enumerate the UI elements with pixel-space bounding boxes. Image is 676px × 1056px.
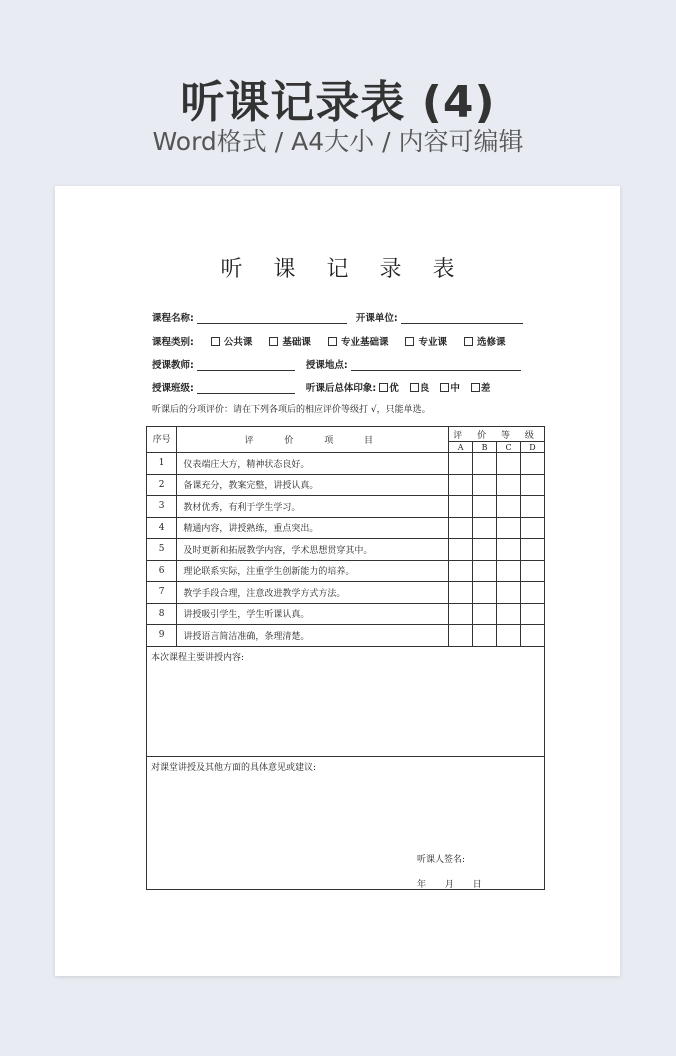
grade-cell[interactable]: [449, 582, 473, 604]
table-row: [147, 560, 545, 582]
grade-cell[interactable]: [449, 625, 473, 647]
row-no: 2: [147, 474, 177, 496]
suggestions-label: 对课堂讲授及其他方面的具体意见或建议:: [151, 762, 317, 773]
row-item: 讲授语言简洁准确，条理清楚。: [177, 625, 449, 647]
option-basic[interactable]: [269, 334, 311, 348]
row-no: 1: [147, 453, 177, 475]
checkbox[interactable]: [269, 337, 278, 346]
checkbox[interactable]: [379, 383, 388, 392]
row-item: 备课充分，教案完整，讲授认真。: [177, 474, 449, 496]
option-prof-basic[interactable]: [328, 334, 389, 348]
option-label: 中: [450, 383, 460, 394]
option-label: 选修课: [477, 337, 506, 348]
page-title: 听课记录表 (4): [180, 77, 496, 128]
grade-cell[interactable]: [473, 582, 497, 604]
checkbox[interactable]: [211, 337, 220, 346]
grade-cell[interactable]: [473, 560, 497, 582]
suggestions-cell[interactable]: [147, 756, 545, 889]
header-grade: 评 价 等 级: [449, 427, 545, 442]
unit-field[interactable]: [401, 313, 523, 324]
row-item: 教学手段合理，注意改进教学方式方法。: [177, 582, 449, 604]
row-teacher: [152, 357, 521, 371]
class-label: 授课班级:: [152, 383, 194, 394]
table-row: [147, 603, 545, 625]
location-label: 授课地点:: [305, 360, 348, 371]
grade-b: B: [473, 442, 497, 453]
grade-cell[interactable]: [449, 453, 473, 475]
table-row: [147, 582, 545, 604]
grade-cell[interactable]: [473, 453, 497, 475]
option-label: 良: [419, 383, 430, 394]
grade-cell[interactable]: [473, 474, 497, 496]
grade-cell[interactable]: [520, 603, 544, 625]
header-item: 评 价 项 目: [177, 427, 449, 453]
table-row: [147, 539, 545, 561]
table-row: [147, 625, 545, 647]
row-item: 仪表端庄大方，精神状态良好。: [177, 453, 449, 475]
row-item: 理论联系实际，注重学生创新能力的培养。: [177, 560, 449, 582]
row-course: [152, 310, 523, 324]
grade-a: A: [449, 442, 473, 453]
option-label: 基础课: [282, 337, 311, 348]
table-header: [147, 427, 545, 442]
grade-cell[interactable]: [497, 603, 521, 625]
row-no: 6: [147, 560, 177, 582]
row-item: 讲授吸引学生，学生听课认真。: [177, 603, 449, 625]
main-content-row: [147, 646, 545, 756]
row-item: 及时更新和拓展教学内容，学术思想贯穿其中。: [177, 539, 449, 561]
course-name-label: 课程名称:: [152, 313, 194, 324]
row-no: 4: [147, 517, 177, 539]
grade-cell[interactable]: [520, 560, 544, 582]
grade-cell[interactable]: [497, 453, 521, 475]
teacher-label: 授课教师:: [152, 360, 194, 371]
evaluation-table: [146, 426, 545, 890]
impression-fair[interactable]: [440, 380, 460, 394]
row-class: [152, 380, 490, 394]
checkbox[interactable]: [405, 337, 414, 346]
checkbox[interactable]: [328, 337, 337, 346]
grade-d: D: [520, 442, 544, 453]
location-field[interactable]: [351, 360, 521, 371]
option-label: 优: [389, 383, 399, 394]
row-no: 7: [147, 582, 177, 604]
grade-cell[interactable]: [473, 539, 497, 561]
grade-cell[interactable]: [497, 560, 521, 582]
signature-label: 听课人签名:: [417, 854, 466, 865]
main-content-label: 本次课程主要讲授内容:: [151, 652, 245, 663]
table-row: [147, 496, 545, 518]
row-item: 精通内容，讲授熟练，重点突出。: [177, 517, 449, 539]
impression-excellent[interactable]: [379, 380, 399, 394]
grade-cell[interactable]: [449, 560, 473, 582]
impression-good[interactable]: [410, 380, 430, 394]
grade-cell[interactable]: [497, 474, 521, 496]
option-label: 专业基础课: [340, 337, 389, 348]
row-no: 5: [147, 539, 177, 561]
grade-cell[interactable]: [497, 625, 521, 647]
grade-cell[interactable]: [449, 474, 473, 496]
row-no: 3: [147, 496, 177, 518]
category-label: 课程类别:: [152, 337, 194, 348]
grade-c: C: [497, 442, 521, 453]
grade-cell[interactable]: [497, 496, 521, 518]
header-no: 序号: [147, 427, 177, 453]
main-content-cell[interactable]: [147, 646, 545, 756]
grade-cell[interactable]: [449, 539, 473, 561]
instruction-text: 听课后的分项评价：请在下列各项后的相应评价等级打 √，只能单选。: [152, 405, 431, 415]
suggestions-row: [147, 756, 545, 889]
option-professional[interactable]: [405, 334, 447, 348]
grade-cell[interactable]: [473, 625, 497, 647]
row-no: 9: [147, 625, 177, 647]
grade-cell[interactable]: [449, 517, 473, 539]
impression-poor[interactable]: [471, 380, 491, 394]
document-title: 听 课 记 录 表: [220, 257, 467, 282]
document-page: [55, 186, 620, 976]
row-item: 教材优秀，有利于学生学习。: [177, 496, 449, 518]
option-label: 专业课: [418, 337, 447, 348]
option-label: 公共课: [223, 337, 253, 348]
option-label: 差: [480, 383, 491, 394]
grade-cell[interactable]: [449, 603, 473, 625]
page-subtitle: Word格式 / A4大小 / 内容可编辑: [152, 127, 524, 156]
grade-cell[interactable]: [520, 474, 544, 496]
checkbox[interactable]: [464, 337, 473, 346]
class-field[interactable]: [197, 383, 295, 394]
grade-cell[interactable]: [473, 496, 497, 518]
table-row: [147, 453, 545, 475]
grade-cell[interactable]: [473, 517, 497, 539]
table-row: [147, 474, 545, 496]
table-row: [147, 517, 545, 539]
checkbox[interactable]: [440, 383, 449, 392]
grade-cell[interactable]: [497, 517, 521, 539]
teacher-field[interactable]: [197, 360, 295, 371]
impression-label: 听课后总体印象:: [305, 383, 377, 394]
grade-cell[interactable]: [520, 517, 544, 539]
date-label: 年 月 日: [417, 879, 482, 890]
checkbox[interactable]: [471, 383, 480, 392]
checkbox[interactable]: [410, 383, 419, 392]
grade-cell[interactable]: [520, 539, 544, 561]
row-no: 8: [147, 603, 177, 625]
grade-cell[interactable]: [520, 453, 544, 475]
option-elective[interactable]: [464, 334, 506, 348]
grade-cell[interactable]: [497, 539, 521, 561]
grade-cell[interactable]: [520, 496, 544, 518]
grade-cell[interactable]: [520, 625, 544, 647]
option-public[interactable]: [211, 334, 253, 348]
unit-label: 开课单位:: [355, 313, 398, 324]
grade-cell[interactable]: [449, 496, 473, 518]
grade-cell[interactable]: [520, 582, 544, 604]
row-category: [152, 334, 506, 348]
course-name-field[interactable]: [197, 313, 347, 324]
grade-cell[interactable]: [497, 582, 521, 604]
grade-cell[interactable]: [473, 603, 497, 625]
